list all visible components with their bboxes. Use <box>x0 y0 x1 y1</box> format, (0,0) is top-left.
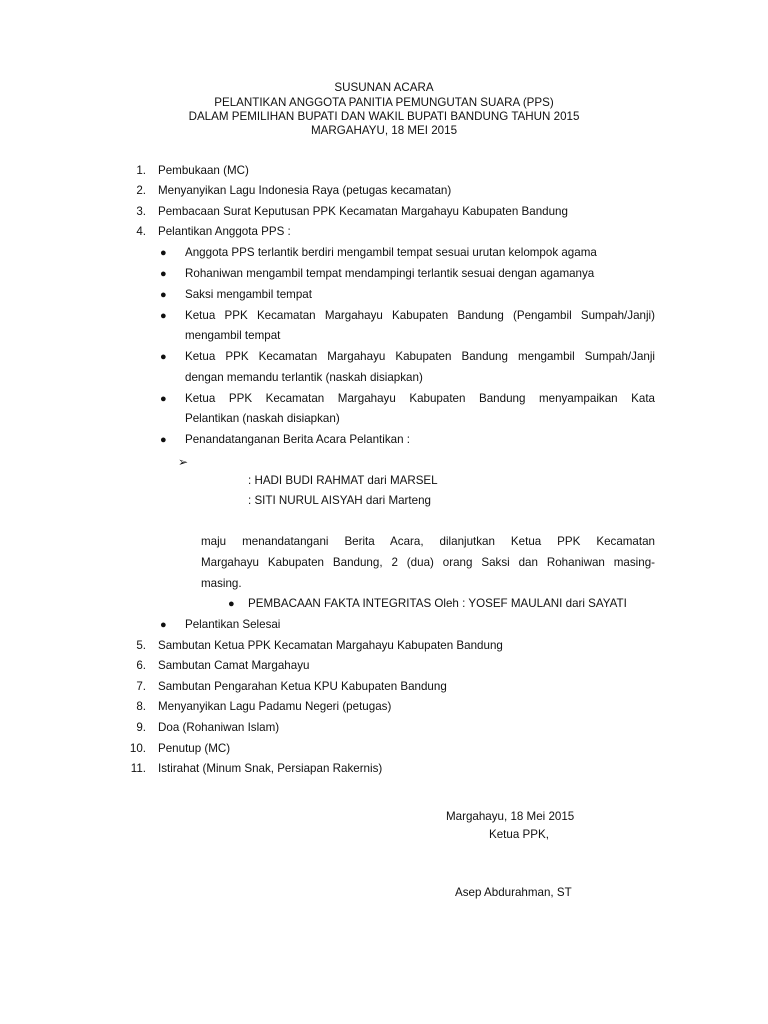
signer-name: : HADI BUDI RAHMAT dari MARSEL <box>248 474 438 487</box>
bullet-icon: ● <box>160 434 167 446</box>
sub-item: Penandatanganan Berita Acara Pelantikan : <box>185 433 410 446</box>
sub-item-continued: mengambil tempat <box>185 329 281 342</box>
bullet-icon: ● <box>160 393 167 405</box>
bullet-icon: ● <box>160 310 167 322</box>
bullet-icon: ● <box>160 247 167 259</box>
fakta-integritas-item: PEMBACAAN FAKTA INTEGRITAS Oleh : YOSEF MAULANI dari SAYATI <box>248 597 627 610</box>
signature-place-date: Margahayu, 18 Mei 2015 <box>446 810 575 823</box>
agenda-number: 9. <box>136 721 146 734</box>
agenda-item: Sambutan Pengarahan Ketua KPU Kabupaten Bandung <box>158 680 447 693</box>
agenda-number: 4. <box>136 225 146 238</box>
bullet-icon: ● <box>160 619 167 631</box>
sub-item-continued: dengan memandu terlantik (naskah disiapkan) <box>185 371 423 384</box>
agenda-number: 1. <box>136 164 146 177</box>
bullet-icon: ● <box>228 598 235 610</box>
doc-subtitle-2: DALAM PEMILIHAN BUPATI DAN WAKIL BUPATI BANDUNG TAHUN 2015 <box>188 110 580 123</box>
agenda-number: 5. <box>136 639 146 652</box>
agenda-item: Pembukaan (MC) <box>158 164 249 177</box>
bullet-icon: ● <box>160 268 167 280</box>
agenda-number: 10. <box>129 742 146 755</box>
agenda-item: Sambutan Ketua PPK Kecamatan Margahayu Kabupaten Bandung <box>158 639 503 652</box>
paragraph-line: masing. <box>201 577 242 590</box>
bullet-icon: ● <box>160 351 167 363</box>
agenda-number: 11. <box>130 762 146 775</box>
sub-item: Anggota PPS terlantik berdiri mengambil tempat sesuai urutan kelompok agama <box>185 246 597 259</box>
paragraph-line: maju menandatangani Berita Acara, dilanjutkan Ketua PPK Kecamatan <box>201 535 655 548</box>
doc-subtitle-1: PELANTIKAN ANGGOTA PANITIA PEMUNGUTAN SUARA (PPS) <box>214 96 554 109</box>
agenda-item: Istirahat (Minum Snak, Persiapan Rakernis) <box>158 762 383 775</box>
doc-title: SUSUNAN ACARA <box>334 81 434 94</box>
agenda-item: Sambutan Camat Margahayu <box>158 659 310 672</box>
sub-item-continued: Pelantikan (naskah disiapkan) <box>185 412 340 425</box>
agenda-item: Pelantikan Anggota PPS : <box>158 225 291 238</box>
signer-name: : SITI NURUL AISYAH dari Marteng <box>248 494 431 507</box>
paragraph-line: Margahayu Kabupaten Bandung, 2 (dua) orang Saksi dan Rohaniwan masing- <box>201 556 655 569</box>
agenda-number: 3. <box>136 205 146 218</box>
agenda-item: Doa (Rohaniwan Islam) <box>158 721 280 734</box>
agenda-item: Menyanyikan Lagu Padamu Negeri (petugas) <box>158 700 392 713</box>
agenda-number: 7. <box>136 680 146 693</box>
sub-item: Ketua PPK Kecamatan Margahayu Kabupaten Bandung mengambil Sumpah/Janji <box>185 350 655 363</box>
agenda-number: 8. <box>136 700 146 713</box>
signature-name: Asep Abdurahman, ST <box>455 886 572 899</box>
agenda-item: Menyanyikan Lagu Indonesia Raya (petugas kecamatan) <box>158 184 452 197</box>
sub-item: Ketua PPK Kecamatan Margahayu Kabupaten Bandung menyampaikan Kata <box>185 392 655 405</box>
doc-date-heading: MARGAHAYU, 18 MEI 2015 <box>310 124 458 137</box>
sub-item: Rohaniwan mengambil tempat mendampingi terlantik sesuai dengan agamanya <box>185 267 595 280</box>
sub-item: Ketua PPK Kecamatan Margahayu Kabupaten Bandung (Pengambil Sumpah/Janji) <box>185 309 655 322</box>
agenda-item: Penutup (MC) <box>158 742 231 755</box>
sub-item: Pelantikan Selesai <box>185 618 281 631</box>
bullet-icon: ● <box>160 289 167 301</box>
agenda-item: Pembacaan Surat Keputusan PPK Kecamatan Margahayu Kabupaten Bandung <box>158 205 568 218</box>
signature-role: Ketua PPK, <box>489 828 549 841</box>
sub-item: Saksi mengambil tempat <box>185 288 312 301</box>
arrow-bullet-icon: ➢ <box>178 455 189 469</box>
agenda-number: 2. <box>136 184 146 197</box>
agenda-number: 6. <box>136 659 146 672</box>
